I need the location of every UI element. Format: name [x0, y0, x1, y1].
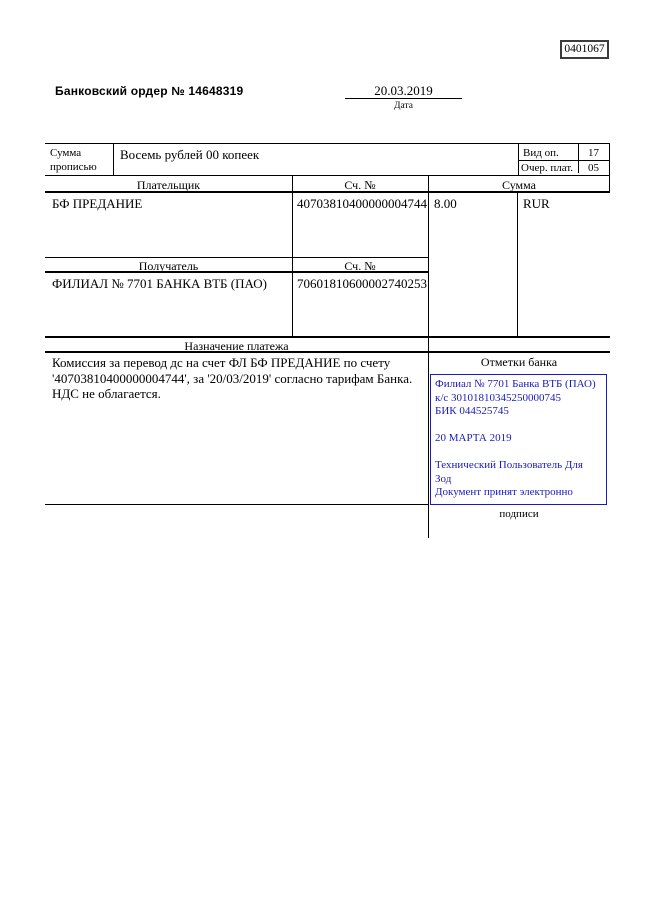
payer-account-header: Сч. № — [344, 178, 376, 192]
bank-marks-header: Отметки банка — [480, 355, 558, 369]
table-border — [518, 143, 519, 175]
amount-words-label-line2: прописью — [50, 161, 97, 173]
amount-words-label-line1: Сумма — [50, 147, 82, 159]
table-border — [45, 143, 610, 144]
table-border — [45, 504, 428, 505]
purpose-line: '40703810400000004744', за '20/03/2019' согласно тарифам Банка. — [52, 370, 413, 386]
stamp-line: Технический Пользователь Для — [435, 459, 583, 471]
stamp-line: к/с 30101810345250000745 — [435, 391, 562, 404]
stamp-line: 20 МАРТА 2019 — [435, 432, 512, 444]
signatures-label: подписи — [499, 508, 539, 520]
date-underline — [345, 98, 462, 99]
payer-column-header: Плательщик — [136, 178, 201, 192]
document-title: Банковский ордер № 14648319 — [55, 84, 244, 98]
purpose-line: Комиссия за перевод дс на счет ФЛ БФ ПРЕДАНИЕ по счету — [52, 355, 391, 370]
amount-value: 8.00 — [434, 196, 457, 211]
bank-stamp-box — [430, 374, 607, 505]
table-border — [113, 143, 114, 176]
payee-column-header: Получатель — [138, 259, 199, 273]
stamp-line — [435, 419, 602, 433]
date-label: Дата — [394, 101, 413, 111]
table-border — [45, 175, 610, 176]
stamp-line: Филиал № 7701 Банка ВТБ (ПАО) — [435, 378, 596, 390]
stamp-line: БИК 044525745 — [435, 405, 509, 417]
purpose-line: НДС не облагается. — [52, 386, 161, 401]
stamp-line: Зод — [435, 472, 452, 485]
stamp-line — [435, 446, 602, 460]
table-border — [292, 175, 293, 337]
table-border — [45, 336, 610, 338]
amount-column-header: Сумма — [502, 178, 536, 192]
payee-account-header: Сч. № — [344, 259, 376, 273]
stamp-line: Документ принят электронно — [435, 486, 573, 498]
purpose-header: Назначение платежа — [184, 339, 289, 353]
purpose-text — [52, 355, 428, 402]
payee-name: ФИЛИАЛ № 7701 БАНКА ВТБ (ПАО) — [52, 276, 267, 291]
payer-name: БФ ПРЕДАНИЕ — [52, 196, 143, 211]
payee-account: 70601810600002740253 — [297, 276, 427, 291]
table-border — [45, 257, 428, 258]
form-code: 0401067 — [564, 43, 605, 55]
priority-label: Очер. плат. — [521, 162, 574, 174]
payer-account: 40703810400000004744 — [297, 196, 427, 211]
form-code-box — [560, 40, 609, 59]
operation-type-label: Вид оп. — [523, 147, 559, 159]
priority-value: 05 — [588, 162, 599, 174]
table-border — [517, 192, 518, 337]
currency-code: RUR — [523, 196, 550, 211]
operation-type-value: 17 — [588, 147, 599, 159]
amount-words-value: Восемь рублей 00 копеек — [120, 147, 260, 162]
date-value: 20.03.2019 — [374, 83, 433, 98]
